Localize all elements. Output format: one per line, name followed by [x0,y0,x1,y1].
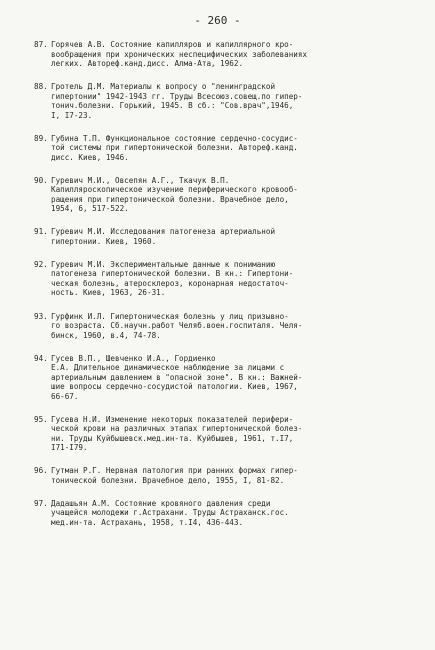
entry-text: Гутман Р.Г. Нервная патология при ранних формах гипер- тонической болезни. Врачебное дело, 1955, I, 81-82. [51,466,298,485]
entry-text: Гротель Д.М. Материалы к вопросу о "ленинградской гипертонии" 1942-1943 гг. Труды Всесоюз.совещ.по гипер- тонич.болезни. Горький, 1945. В сб.: "Сов.врач",1946, I, I7-23. [51,82,303,120]
entry-text: Гурфинк И.Л. Гипертоническая болезнь у лиц призывно- го возраста. Сб.научн.работ Челяб.воен.госпиталя. Челя- бинск, 1960, в.4, 74-78. [51,311,303,340]
entry-number: 90. [34,175,48,185]
entry-number: 89. [34,133,48,143]
entry-number: 88. [34,82,48,92]
entry-text: Гусева Н.И. Изменение некоторых показателей перифери- ческой крови на различных этапах гипертонической болез- ни. Труды Куйбышевск.мед.ин-та. Куйбышев, 1961, т.I7, I71-I79. [51,414,303,453]
entry-number: 96. [34,466,48,476]
entry-text: Гуревич М.И. Экспериментальные данные к пониманию патогенеза гипертонической болезни. В кн.: Гипертони- ческая болезнь, атеросклероз, коронарная недостаточ- ность. Киев, 1963, 26-31. [51,259,294,298]
entry-text: Гусев В.П., Шевченко И.А., Гордиенко Е.А. Длительное динамическое наблюдение за лицами с артериальным давлением в "опасной зоне". В кн.: Важней- шие вопросы сердечно-сосудистой патологии. Киев, 1967, 66-67. [51,353,303,401]
bibliography-entry [34,354,418,402]
page-number: - 260 - [194,14,241,27]
bibliography-entry [34,312,418,341]
entry-number: 91. [34,227,48,237]
entry-number: 93. [34,311,48,321]
entry-text: Горячев А.В. Состояние капилляров и капиллярного кро- вообращения при хронических неспецифических заболеваниях легких. Автореф.канд.дисс. Алма-Ата, 1962. [51,40,308,68]
bibliography-entry [34,499,418,528]
entry-number: 92. [34,259,48,269]
entry-text: Гуревич М.И. Исследования патогенеза артериальной гипертонии. Киев, 1960. [51,227,276,246]
bibliography-entry [34,134,418,163]
entry-number: 94. [34,353,48,363]
bibliography-list [34,40,418,541]
bibliography-entry [34,40,418,69]
entry-number: 97. [34,498,48,508]
bibliography-entry [34,415,418,453]
bibliography-entry [34,82,418,120]
bibliography-entry [34,466,418,485]
bibliography-entry [34,260,418,298]
bibliography-entry [34,176,418,214]
entry-text: Губина Т.П. Функциональное состояние сердечно-сосудис- той системы при гипертонической болезни. Автореф.канд. дисс. Киев, 1946. [51,133,298,162]
entry-text: Гуревич М.И., Овсепян А.Г., Ткачук В.П. Капилляроскопическое изучение периферического кровооб- ращения при гипертонической болезни. Врачебное дело, 1954, 6, 517-522. [51,175,298,214]
entry-number: 87. [34,40,48,49]
entry-text: Дадашьян А.М. Состояние кровяного давления среди учащейся молодежи г.Астрахани. Труды Астраханск.гос. мед.ин-та. Астрахань, 1958, т.I4, 436-443. [51,498,289,527]
entry-number: 95. [34,414,48,424]
bibliography-entry [34,227,418,246]
